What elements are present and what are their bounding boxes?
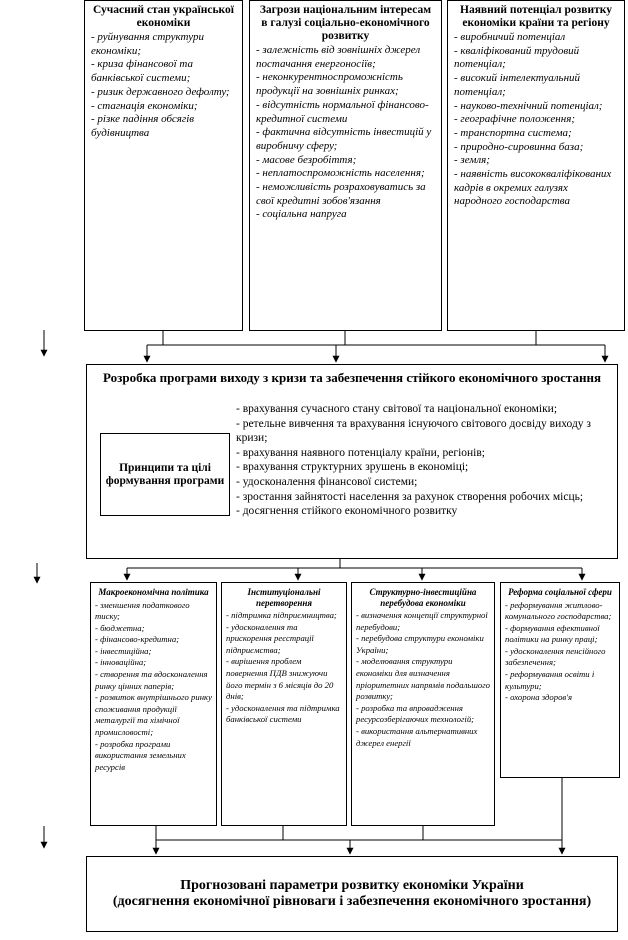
list-item: - бюджетна; xyxy=(95,622,145,633)
list-item: - неплатоспроможність населення; xyxy=(256,167,425,180)
potential-list xyxy=(454,31,618,209)
list-item: - географічне положення; xyxy=(454,113,575,126)
list-item: - природно-сировинна база; xyxy=(454,140,584,153)
threats-title: Загрози національним інтересам в галузі соціально-економічного розвитку xyxy=(259,4,432,42)
list-item: - формування ефективної політики на ринку праці; xyxy=(505,622,600,645)
list-item: - врахування структурних зрушень в економіці; xyxy=(236,461,469,474)
list-item: - удосконалення та прискорення реєстрації підприємства; xyxy=(226,621,314,655)
list-item: - науково-технічний потенціал; xyxy=(454,99,603,112)
list-item: - стагнація економіки; xyxy=(91,99,198,112)
list-item: - зменшення податкового тиску; xyxy=(95,599,190,622)
list-item: - наявність висококваліфікованих кадрів в окремих галузях народного господарства xyxy=(454,168,612,208)
list-item: - неконкурентноспроможність продукції на зовнішніх ринках; xyxy=(256,71,403,98)
list-item: - моделювання структури економіки для визначення пріоритетних напрямів подальшого розвитку; xyxy=(356,656,490,702)
potential-title: Наявний потенціал розвитку економіки країни та регіону xyxy=(460,4,612,29)
list-item: - соціальна напруга xyxy=(256,208,347,221)
potential-box xyxy=(447,0,625,331)
list-item: - руйнування структури економіки; xyxy=(91,31,204,57)
list-item: - охорона здоров'я xyxy=(505,692,573,703)
social-reform-list xyxy=(505,600,615,704)
list-item: - реформування житлово-комунального господарства; xyxy=(505,599,612,622)
list-item: - фінансово-кредитна; xyxy=(95,634,180,645)
institutional-reforms-list xyxy=(226,610,342,726)
list-item: - перебудова структури економіки України; xyxy=(356,633,484,655)
list-item: - ризик державного дефолту; xyxy=(91,85,230,98)
forecast-parameters-box xyxy=(86,856,618,932)
list-item: - удосконалення пенсійного забезпечення; xyxy=(505,645,606,668)
threats-list xyxy=(256,44,435,222)
principles-box xyxy=(100,433,230,516)
list-item: - транспортна система; xyxy=(454,126,572,139)
list-item: - відсутність нормальної фінансово-кредитної системи xyxy=(256,98,429,125)
list-item: - залежність від зовнішніх джерел постачання енергоносіїв; xyxy=(256,44,421,70)
list-item: - підтримка підприємництва; xyxy=(226,610,337,620)
list-item: - фактична відсутність інвестицій у виробничу сферу; xyxy=(256,126,432,152)
list-item: - масове безробіття; xyxy=(256,153,357,166)
list-item: - врахування сучасного стану світової та національної економіки; xyxy=(236,403,558,415)
list-item: - реформування освіти і культури; xyxy=(505,669,595,691)
program-development-title: Розробка програми виходу з кризи та забезпечення стійкого економічного зростання xyxy=(103,370,601,385)
forecast-title: Прогнозовані параметри розвитку економіки України xyxy=(180,877,524,893)
forecast-subtitle: (досягнення економічної рівноваги і забезпечення економічного зростання) xyxy=(112,894,592,909)
list-item: - розробка програми використання земельних ресурсів xyxy=(95,738,186,772)
structural-investment-list xyxy=(356,610,490,749)
list-item: - різке падіння обсягів будівництва xyxy=(91,113,195,139)
list-item: - використання альтернативних джерел енергії xyxy=(356,725,478,748)
principles-label: Принципи та цілі формування програми xyxy=(105,461,225,487)
institutional-reforms-title: Інституціональні перетворення xyxy=(247,587,321,608)
list-item: - створення та вдосконалення ринку цінних паперів; xyxy=(95,669,208,691)
list-item: - неможливість розраховуватись за свої кредитні зобов'язання xyxy=(256,181,426,207)
list-item: - ретельне вивчення та врахування існуючого світового досвіду виходу з кризи; xyxy=(236,417,591,445)
list-item: - визначення концепції структурної перебудови; xyxy=(356,610,488,632)
list-item: - зростання зайнятості населення за рахунок створення робочих місць; xyxy=(236,490,584,503)
list-item: - земля; xyxy=(454,154,490,167)
list-item: - удосконалення фінансової системи; xyxy=(236,475,418,488)
list-item: - досягнення стійкого економічного розвитку xyxy=(236,505,458,518)
current-state-list xyxy=(91,31,236,141)
macroeconomic-policy-title: Макроекономічна політика xyxy=(98,587,209,597)
structural-investment-title: Структурно-інвестиційна перебудова економіки xyxy=(369,587,477,608)
list-item: - інноваційна; xyxy=(95,657,147,668)
list-item: - розвиток внутрішнього ринку споживання продукції металургії та хімічної промисловості; xyxy=(95,692,212,738)
social-reform-title: Реформа соціальної сфери xyxy=(508,587,612,597)
list-item: - розробка та впровадження ресурсозберігаючих технологій; xyxy=(356,702,475,725)
principles-list xyxy=(236,402,616,519)
current-state-box xyxy=(84,0,243,331)
list-item: - врахування наявного потенціалу країни, регіонів; xyxy=(236,446,485,459)
structural-investment-box xyxy=(351,582,495,826)
list-item: - кваліфікований трудовий потенціал; xyxy=(454,44,580,71)
current-state-title: Сучасний стан української економіки xyxy=(93,4,234,29)
list-item: - вирішення проблем повернення ПДВ знижуючи його термін з 6 місяців до 20 днів; xyxy=(226,656,334,702)
macroeconomic-policy-box xyxy=(90,582,217,826)
macroeconomic-policy-list xyxy=(95,600,212,774)
social-reform-box xyxy=(500,582,620,778)
list-item: - виробничий потенціал xyxy=(454,31,566,43)
list-item: - високий інтелектуальний потенціал; xyxy=(454,72,581,98)
list-item: - інвестиційна; xyxy=(95,645,152,656)
list-item: - удосконалення та підтримка банківської системи xyxy=(226,702,340,725)
list-item: - криза фінансової та банківської системи; xyxy=(91,58,194,85)
threats-box xyxy=(249,0,442,331)
institutional-reforms-box xyxy=(221,582,347,826)
